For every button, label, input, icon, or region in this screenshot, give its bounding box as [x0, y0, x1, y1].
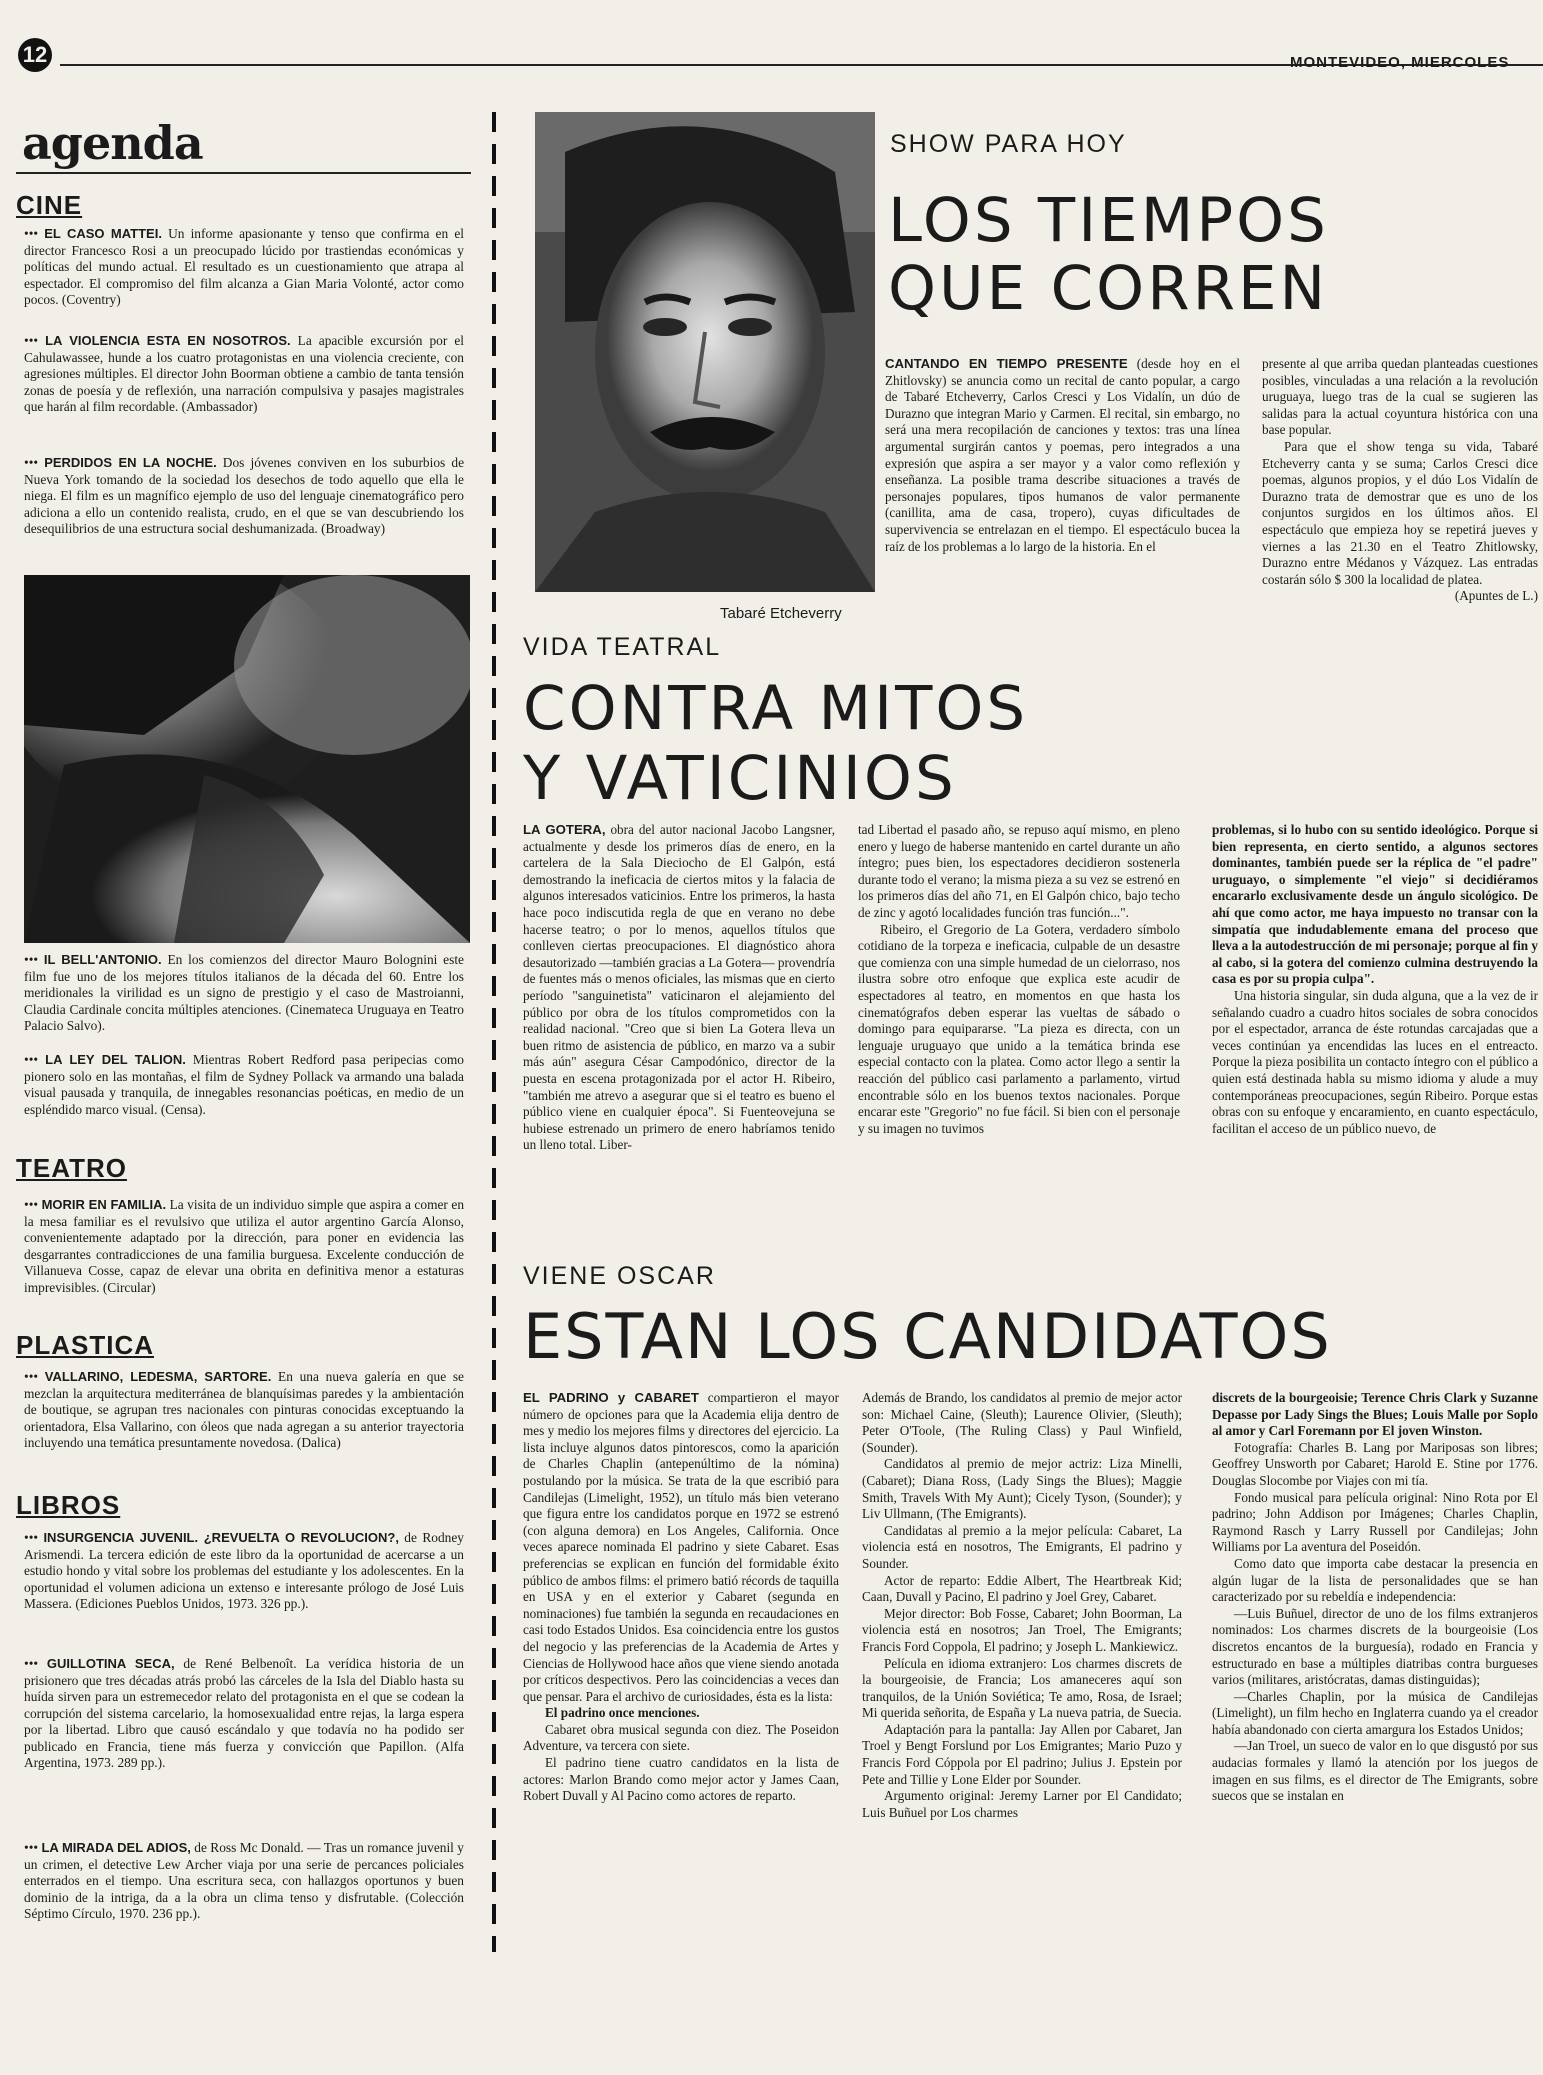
oscar-col2-p6: Película en idioma extranjero: Los charmes discrets de la bourgeoisie, de Francia; Los amaneceres aquí son tranquilos, de la Unión Soviética; Te amo, Rosa, de Israel; Mi querida señorita, de España y La nueva patria, de Suecia. — [862, 1655, 1182, 1721]
cine-entry: ••• IL BELL'ANTONIO. En los comienzos del director Mauro Bolognini este film fue uno de los mejores títulos italianos de la década del 60. Entre los meridionales la virilidad es un signo de prestigio y el caso de Mastroianni, Claudia Cardinale concita múltiples atenciones. (Cinemateca Uruguaya en Teatro Palacio Salvo). — [24, 952, 464, 1033]
entry-text: Un informe apasionante y tenso que confirma en el director Francesco Rosi a un preocupado lúcido por trastiendas económicas y políticas del mundo actual. El resultado es un cuestionamiento que atrapa al espectador. El compromiso del film alcanza a Gian Maria Volonté, actor como pocos. (Coventry) — [24, 226, 464, 307]
teatral-col2-p1: tad Libertad el pasado año, se repuso aquí mismo, en pleno enero y luego de haberse mantenido en cartel durante un año íntegro; pues bien, los espectadores decidieron sostenerla durante todo el verano; la misma pieza a su vez se estrenó en los primeros días del año 71, en El Galpón chico, bajo techo de zinc y agotó localidades función tras función...". — [858, 822, 1180, 920]
show-headline-line1: LOS TIEMPOS — [888, 185, 1329, 256]
agenda-rule — [16, 172, 471, 174]
entry-title: PERDIDOS EN LA NOCHE. — [44, 455, 217, 470]
cine-entry: ••• EL CASO MATTEI. Un informe apasionante y tenso que confirma en el director Francesco Rosi a un preocupado lúcido por trastiendas económicas y políticas del mundo actual. El resultado es un cuestionamiento que atrapa al espectador. El compromiso del film alcanza a Gian Maria Volonté, actor como pocos. (Coventry) — [24, 226, 464, 307]
teatral-article-col1 — [523, 822, 835, 1154]
oscar-col1-p2: El padrino once menciones. — [545, 1705, 700, 1721]
oscar-col1-text: compartieron el mayor número de opciones para que la Academia elija dentro de mes y medio los mejores films y directores del ejercicio. La lista incluye algunos datos pintorescos, como la aparición de Charles Chaplin (antepenúltimo de la nómina) postulando por la música. Se trata de la que escribió para Candilejas (Limelight, 1952), un título más bien veterano que figura entre los candidatos porque en 1972 se estrenó (con alguna demora) en Los Angeles, California. Once veces aparece nominada El padrino y siete Cabaret. Esas preferencias se explican en función del formidable éxito público de ambos films: el primero batió récords de taquilla en USA y en el exterior y Cabaret (segunda en nominaciones) fue también la segunda en recaudaciones en casi todo Estados Unidos. Esa coincidencia entre los gustos del negocio y las preferencias de la Academia de Artes y Ciencias de Hollywood hace años que viene siendo anotada por críticos despectivos. Pero las coincidencias a veces dan que pensar. Para el archivo de curiosidades, ésta es la lista: — [523, 1390, 839, 1704]
show-col2-p1: presente al que arriba quedan planteadas cuestiones posibles, vinculadas a una relación a la revolución uruguaya, luego tras de la cual se sugieren las salidas para la actual coyuntura histórica con una base popular. — [1262, 356, 1538, 438]
teatral-article-col3 — [1212, 822, 1538, 1137]
entry-title: MORIR EN FAMILIA. — [41, 1197, 167, 1212]
cine-entry: ••• PERDIDOS EN LA NOCHE. Dos jóvenes conviven en los suburbios de Nueva York tomando de la sociedad los desechos de todo aquello que ella le niega. El film es un magnífico ejemplo de uso del lenguaje cinematográfico pero adiciona a ello un contenido realista, crudo, en el que se van descubriendo los desequilibrios de una estructura social deshumanizada. (Broadway) — [24, 455, 465, 536]
show-article-col1 — [885, 356, 1240, 555]
oscar-col3-p3: Fondo musical para película original: Nino Rota por El padrino; John Addison por Imágenes; Charles Chaplin, Raymond Rasch y Larry Russell por Candilejas; John Williams por La aventura del Poseidón. — [1212, 1489, 1538, 1555]
teatral-col2-p2: Ribeiro, el Gregorio de La Gotera, verdadero símbolo cotidiano de la torpeza e ineficacia, culpable de un desastre que comienza con una simple humedad de un cielorraso, nos ilustra sobre otro enfoque que explica este acudir de espectadores al teatro, en momentos en que hasta los cinematógrafos deben esperar las vueltas de sábado o domingo para equipararse. "La pieza es directa, con un lenguaje uruguayo que unido a la temática brinda ese especial contacto con la platea. Como actor llego a sentir la reacción del público casi parlamento a parlamento, virtud encontrable sólo en los buenos textos nacionales. Porque encarar este "Gregorio" no fue fácil. Si bien con el personaje y su imagen no tuvimos — [858, 921, 1180, 1136]
entry-text: de Ross Mc Donald. — Tras un romance juvenil y un crimen, el detective Lew Archer viaja por una serie de percances policiales enterrados en el tiempo. Una escritura seca, con hallazgos oportunos y buen dominio de la intriga, da a la obra un clima tenso y disfrutable. (Colección Séptimo Círculo, 1970. 236 pp.). — [24, 1840, 464, 1921]
oscar-col2-p1: Además de Brando, los candidatos al premio de mejor actor son: Michael Caine, (Sleuth); Laurence Olivier, (Sleuth); Peter O'Toole, (The Ruling Class) y Paul Winfield, (Sounder). — [862, 1390, 1182, 1455]
show-article-col2 — [1262, 356, 1538, 605]
show-lead: CANTANDO EN TIEMPO PRESENTE — [885, 356, 1128, 371]
oscar-col2-p7: Adaptación para la pantalla: Jay Allen por Cabaret, Jan Troel y Bengt Forslund por Los Emigrantes; Mario Puzo y Francis Ford Cóppola por El padrino; Julius J. Epstein por Pete and Tillie y Lone Elder por Sounder. — [862, 1721, 1182, 1787]
oscar-col1-p3: Cabaret obra musical segunda con diez. The Poseidon Adventure, va tercera con siete. — [523, 1721, 839, 1754]
oscar-headline: ESTAN LOS CANDIDATOS — [523, 1300, 1332, 1373]
teatral-lead: LA GOTERA, — [523, 822, 606, 837]
column-divider — [492, 112, 496, 1952]
oscar-col3-p2: Fotografía: Charles B. Lang por Mariposas son libres; Geoffrey Unsworth por Cabaret; Harold E. Stine por 1776. Douglas Slocombe por Viajes con mi tía. — [1212, 1439, 1538, 1488]
teatral-headline-line1: CONTRA MITOS — [523, 673, 1029, 744]
entry-title: IL BELL'ANTONIO. — [43, 952, 162, 967]
oscar-lead: EL PADRINO y CABARET — [523, 1390, 699, 1405]
entry-text: En los comienzos del director Mauro Bolognini este film fue uno de los mejores títulos italianos de la década del 60. Entre los meridionales la virilidad es un signo de prestigio y el caso de Mastroianni, Claudia Cardinale concita múltiples atenciones. (Cinemateca Uruguaya en Teatro Palacio Salvo). — [24, 952, 464, 1033]
cine-entry: ••• LA LEY DEL TALION. Mientras Robert Redford pasa peripecias como pionero solo en las montañas, el film de Sydney Pollack va armando una balada visual pausada y tranquila, de innegables resonancias poéticas, en medio de un espléndido marco visual. (Censa). — [24, 1052, 465, 1117]
entry-title: GUILLOTINA SECA, — [46, 1656, 175, 1671]
section-libros-heading: LIBROS — [16, 1490, 121, 1520]
teatral-headline-line2: Y VATICINIOS — [523, 743, 957, 814]
oscar-col2-p5: Mejor director: Bob Fosse, Cabaret; John Boorman, La violencia está en nosotros; Jan Troel, The Emigrants; Francis Ford Coppola, El padrino; y Joseph L. Mankiewicz. — [862, 1605, 1182, 1654]
entry-text: Dos jóvenes conviven en los suburbios de Nueva York tomando de la sociedad los desechos de todo aquello que ella le niega. El film es un magnífico ejemplo de uso del lenguaje cinematográfico pero adiciona a ello un contenido realista, crudo, en el que se van descubriendo los desequilibrios de una estructura social deshumanizada. (Broadway) — [24, 455, 465, 536]
libros-entry: ••• LA MIRADA DEL ADIOS, de Ross Mc Donald. — Tras un romance juvenil y un crimen, el detective Lew Archer viaja por una serie de percances policiales enterrados en el tiempo. Una escritura seca, con hallazgos oportunos y buen dominio de la intriga, da a la obra un clima tenso y disfrutable. (Colección Séptimo Círculo, 1970. 236 pp.). — [24, 1840, 464, 1921]
show-col2-p2: Para que el show tenga su vida, Tabaré Etcheverry canta y se suma; Carlos Cresci dice poemas, algunos propios, y el dúo Los Vidalín de Durazno trata de demostrar que es uno de los conjuntos surgidos en los últimos años. El espectáculo que empieza hoy se repetirá jueves y viernes a las 21.30 en el Teatro Zhitlowsky, Durazno entre Médanos y Vázquez. Las entradas costarán sólo $ 300 la localidad de platea. — [1262, 438, 1538, 587]
section-teatro-heading: TEATRO — [16, 1153, 127, 1183]
oscar-col3-p5: —Luis Buñuel, director de uno de los films extranjeros nominados: Los charmes discrets de la bourgeoisie (Los discretos encantos de la burguesía), rodado en Francia y estructurado en base a múltiples diatribas contra burgueses varios (militares, aristócratas, damas distinguidas); — [1212, 1605, 1538, 1688]
teatral-col3-p1: problemas, si lo hubo con su sentido ideológico. Porque si bien representa, en cierto sentido, a algunos sectores dominantes, también puede ser la réplica de "el padre" uruguayo, o simplemente "el viejo" si decidiéramos encararlo exclusivamente desde un ángulo sicológico. De ahí que como actor, me haya impuesto no transar con la simpatía que indudablemente emana del proceso que lleva a la autodestrucción de mi personaje; porque al fin y al cabo, si la gotera del comienzo culmina destruyendo la casa es por su propia culpa". — [1212, 822, 1538, 987]
entry-text: En una nueva galería en que se mezclan la arquitectura mediterránea de blanquísimas paredes y la ambientación de boutique, se agrupan tres nacionales con pinturas conocidas exceptuando la orientadora, Elsa Vallarino, con óleos que nada agregan a su anterior trayectoria incluyendo una temática presuntamente novedosa. (Dalica) — [24, 1369, 464, 1450]
entry-text: Mientras Robert Redford pasa peripecias como pionero solo en las montañas, el film de Sydney Pollack va armando una balada visual pausada y tranquila, de innegables resonancias poéticas, en medio de un espléndido marco visual. (Censa). — [24, 1052, 465, 1117]
oscar-article-col2 — [862, 1390, 1182, 1821]
oscar-kicker: VIENE OSCAR — [523, 1262, 716, 1290]
section-plastica-heading: PLASTICA — [16, 1330, 154, 1360]
agenda-title: agenda — [22, 116, 203, 170]
show-credit: (Apuntes de L.) — [1454, 588, 1538, 604]
oscar-col2-p4: Actor de reparto: Eddie Albert, The Heartbreak Kid; Caan, Duvall y Pacino, El padrino y Joel Grey, Cabaret. — [862, 1572, 1182, 1605]
teatral-kicker: VIDA TEATRAL — [523, 633, 722, 661]
entry-title: LA VIOLENCIA ESTA EN NOSOTROS. — [45, 333, 291, 348]
photo-caption: Tabaré Etcheverry — [720, 605, 842, 622]
entry-title: EL CASO MATTEI. — [44, 226, 162, 241]
oscar-article-col3 — [1212, 1390, 1538, 1805]
film-still-photo-icon — [24, 575, 470, 943]
oscar-col2-p2: Candidatos al premio de mejor actriz: Liza Minelli, (Cabaret); Diana Ross, (Lady Sings the Blues); Maggie Smith, Travels With My Aunt); Cicely Tyson, (Sounder); y Liv Ullmann, (The Emigrants). — [862, 1456, 1182, 1522]
libros-entry: ••• GUILLOTINA SECA, de René Belbenoît. La verídica historia de un prisionero que tres décadas atrás probó las cárceles de la Isla del Diablo hasta su huída sirven para un estremecedor relato del protagonista en el que se codean la corrupción del sistema carcelario, la homosexualidad entre rejas, la larga espera por la libertad. Libro que causó escándalo y que todavía no ha podido ser publicado en Francia, tiene más fuerza y convicción que Papillon. (Alfa Argentina, 1973. 289 pp.). — [24, 1656, 464, 1770]
dateline: MONTEVIDEO, MIERCOLES — [1290, 54, 1510, 71]
teatro-entry: ••• MORIR EN FAMILIA. La visita de un individuo simple que aspira a comer en la mesa familiar es el revulsivo que utiliza el autor argentino García Alonso, convenientemente adaptado por la dirección, para poner en evidencia las desgarrantes contradicciones de una familia burguesa. Excelente conducción de Villanueva Cosse, capaz de elevar una obrita en definitiva menor a estaturas imprevisibles. (Circular) — [24, 1197, 465, 1295]
entry-title: VALLARINO, LEDESMA, SARTORE. — [44, 1369, 272, 1384]
teatral-col3-p2: Una historia singular, sin duda alguna, que a la vez de ir señalando cuadro a cuadro hitos sociales de sobra conocidos por el espectador, arranca de éste rotundas carcajadas que a veces continúan ya encendidas las luces en el entreacto. Porque la pieza posibilita un contacto íntegro con el público a quien está destinada habla su mismo idioma y alude a muy contemporáneas preocupaciones, según Ribeiro. Porque estas obras con su enfoque y encaramiento, en cuanto espectáculo, facilitan el acceso de un público nuevo, de — [1212, 987, 1538, 1136]
oscar-col3-p4: Como dato que importa cabe destacar la presencia en algún lugar de la lista de personalidades que se han caracterizado por su rebeldía e independencia: — [1212, 1555, 1538, 1605]
entry-text: de René Belbenoît. La verídica historia de un prisionero que tres décadas atrás probó las cárceles de la Isla del Diablo hasta su huída sirven para un estremecedor relato del protagonista en el que se codean la corrupción del sistema carcelario, la homosexualidad entre rejas, la larga espera por la libertad. Libro que causó escándalo y que todavía no ha podido ser publicado en Francia, tiene más fuerza y convicción que Papillon. (Alfa Argentina, 1973. 289 pp.). — [24, 1656, 464, 1770]
entry-text: de Rodney Arismendi. La tercera edición de este libro da la oportunidad de acercarse a un estudio hondo y vital sobre los problemas del estudiante y los adolescentes. En la oportunidad el volumen adiciona un extenso e interesante prólogo de José Luis Massera. (Ediciones Pueblos Unidos, 1973. 326 pp.). — [24, 1530, 464, 1611]
libros-entry: ••• INSURGENCIA JUVENIL. ¿REVUELTA O REVOLUCION?, de Rodney Arismendi. La tercera edición de este libro da la oportunidad de acercarse a un estudio hondo y vital sobre los problemas del estudiante y los adolescentes. En la oportunidad el volumen adiciona un extenso e interesante prólogo de José Luis Massera. (Ediciones Pueblos Unidos, 1973. 326 pp.). — [24, 1530, 464, 1611]
entry-text: La visita de un individuo simple que aspira a comer en la mesa familiar es el revulsivo que utiliza el autor argentino García Alonso, convenientemente adaptado por la dirección, para poner en evidencia las desgarrantes contradicciones de una familia burguesa. Excelente conducción de Villanueva Cosse, capaz de elevar una obrita en definitiva menor a estaturas imprevisibles. (Circular) — [24, 1197, 465, 1295]
oscar-col1-p4: El padrino tiene cuatro candidatos en la lista de actores: Marlon Brando como mejor actor y James Caan, Robert Duvall y Al Pacino como actores de reparto. — [523, 1755, 839, 1804]
oscar-col2-p8: Argumento original: Jeremy Larner por El Candidato; Luis Buñuel por Los charmes — [862, 1788, 1182, 1820]
teatral-col1-text: obra del autor nacional Jacobo Langsner, actualmente y desde los primeros días de enero, en la cartelera de la Sala Dieciocho de El Galpón, está demostrando la ineficacia de ciertos mitos y la falacia de algunos interesados vaticinios. Entre los primeros, la hasta hace poco indiscutida regla de que en verano no debe hacerse teatro; o por lo menos, aquellos títulos que conlleven ciertas preocupaciones. El diagnóstico ahora desautorizado —también gracias a La Gotera— provendría de fuentes más o menos oficiales, las mismas que en cierto período "sanguinetista" vaticinaron el alejamiento del público por obra de los títulos comprometidos con la realidad nacional. "Creo que si bien La Gotera lleva un buen ritmo de asistencia de público, en marzo va a subir más aún" asegura César Campodónico, director de la puesta en escena protagonizada por el actor H. Ribeiro, "también me atrevo a asegurar que si el teatro es bueno el público viene en cualquier época". Si Fuenteovejuna se hubiese estrenado un primero de enero habríamos tenido un lleno total. Liber- — [523, 822, 835, 1153]
show-kicker: SHOW PARA HOY — [890, 130, 1127, 158]
portrait-photo-icon — [535, 112, 875, 592]
entry-title: LA MIRADA DEL ADIOS, — [41, 1840, 191, 1855]
plastica-entry: ••• VALLARINO, LEDESMA, SARTORE. En una nueva galería en que se mezclan la arquitectura mediterránea de blanquísimas paredes y la ambientación de boutique, se agrupan tres nacionales con pinturas conocidas exceptuando la orientadora, Elsa Vallarino, con óleos que nada agregan a su anterior trayectoria incluyendo una temática presuntamente novedosa. (Dalica) — [24, 1369, 464, 1450]
oscar-col3-p6: —Charles Chaplin, por la música de Candilejas (Limelight), un film hecho en Inglaterra cuando ya el creador había abandonado con cierta amargura los Estados Unidos; — [1212, 1688, 1538, 1737]
entry-title: INSURGENCIA JUVENIL. ¿REVUELTA O REVOLUCION?, — [43, 1530, 399, 1545]
oscar-article-col1 — [523, 1390, 839, 1805]
section-cine-heading: CINE — [16, 190, 83, 220]
page-number: 12 — [18, 38, 52, 72]
show-col1-text: (desde hoy en el Zhitlovsky) se anuncia como un recital de canto popular, a cargo de Tabaré Etcheverry, Carlos Cresci y Los Vidalín, un dúo de Durazno que integran Mario y Carmen. El recital, sin embargo, no será una mera recopilación de canciones y textos: tras una línea argumental surgirán cantos y poemas, pero integrados a una expresión que aspira a ser mayor y a valor como reflexión y enseñanza. La posible trama describe situaciones a través de personajes populares, tipos humanos de valor permanente (canillita, ama de casa, tropero), cuyas dificultades de supervivencia se entrelazan en el tiempo. El espectáculo bucea la raíz de los problemas a lo largo de la historia. En el — [885, 356, 1240, 554]
oscar-col3-p7: —Jan Troel, un sueco de valor en lo que disgustó por sus audacias formales y llamó la atención por los juegos de imagen en sus films, es el director de The Emigrants, sobre suecos que se instalan en — [1212, 1738, 1538, 1804]
oscar-col2-p3: Candidatas al premio a la mejor película: Cabaret, La violencia está en nosotros, The Emigrants, El padrino y Sounder. — [862, 1522, 1182, 1571]
oscar-col3-p1: discrets de la bourgeoisie; Terence Chris Clark y Suzanne Depasse por Lady Sings the Blues; Louis Malle por Soplo al amor y Carl Foremann por El joven Winston. — [1212, 1390, 1538, 1439]
show-headline-line2: QUE CORREN — [888, 253, 1329, 324]
teatral-article-col2 — [858, 822, 1180, 1137]
entry-title: LA LEY DEL TALION. — [45, 1052, 186, 1067]
cine-entry: ••• LA VIOLENCIA ESTA EN NOSOTROS. La apacible excursión por el Cahulawassee, hunde a los cuatro protagonistas en una violencia creciente, con agresiones múltiples. El director John Boorman obtiene a cambio de tanta tensión zonas de poesía y de reflexión, una narración compulsiva y pasajes magistrales que harán al film recordable. (Ambassador) — [24, 333, 464, 414]
entry-text: La apacible excursión por el Cahulawassee, hunde a los cuatro protagonistas en una violencia creciente, con agresiones múltiples. El director John Boorman obtiene a cambio de tanta tensión zonas de poesía y de reflexión, una narración compulsiva y pasajes magistrales que harán al film recordable. (Ambassador) — [24, 333, 464, 414]
